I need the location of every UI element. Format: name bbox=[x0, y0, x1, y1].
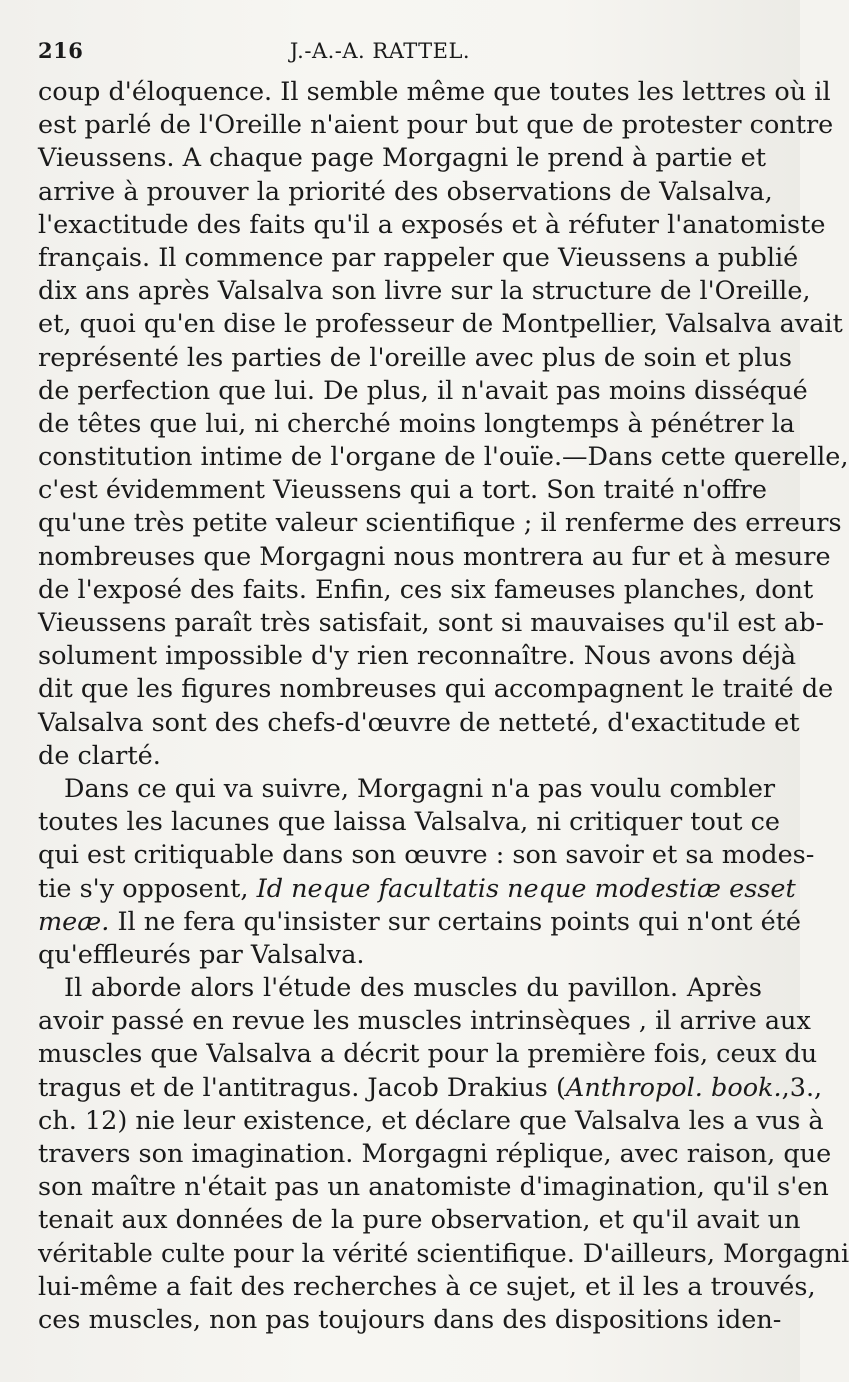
running-title: J.-A.-A. RATTEL. bbox=[289, 39, 471, 63]
text-fragment: tragus et de l'antitragus. Jacob Drakius ( bbox=[38, 1072, 566, 1103]
text-line: représenté les parties de l'oreille avec plus de soin et plus bbox=[38, 342, 793, 373]
text-fragment: ,3., bbox=[781, 1072, 823, 1103]
text-line: qu'effleurés par Valsalva. bbox=[38, 939, 365, 970]
text-line: dix ans après Valsalva son livre sur la structure de l'Oreille, bbox=[38, 276, 811, 307]
text-line: qui est critiquable dans son œuvre : son savoir et sa modes- bbox=[38, 840, 815, 871]
text-line: toutes les lacunes que laissa Valsalva, ni critiquer tout ce bbox=[38, 807, 780, 838]
text-line-mixed bbox=[38, 1072, 823, 1105]
text-line: Il aborde alors l'étude des muscles du pavillon. Après bbox=[64, 973, 762, 1004]
latin-quote-end: meæ. bbox=[38, 906, 110, 937]
text-line: Valsalva sont des chefs-d'œuvre de netteté, d'exactitude et bbox=[38, 707, 800, 738]
text-line: l'exactitude des faits qu'il a exposés et à réfuter l'anatomiste bbox=[38, 209, 826, 240]
text-line: solument impossible d'y rien reconnaître. Nous avons déjà bbox=[38, 641, 797, 672]
text-line: qu'une très petite valeur scientifique ; il renferme des erreurs bbox=[38, 508, 842, 539]
text-line: véritable culte pour la vérité scientifique. D'ailleurs, Morgagni bbox=[38, 1238, 849, 1269]
text-line: arrive à prouver la priorité des observations de Valsalva, bbox=[38, 176, 773, 207]
text-line-mixed bbox=[38, 906, 802, 939]
text-line: ces muscles, non pas toujours dans des dispositions iden- bbox=[38, 1304, 782, 1335]
text-line: de têtes que lui, ni cherché moins longtemps à pénétrer la bbox=[38, 408, 795, 439]
text-line: français. Il commence par rappeler que Vieussens a publié bbox=[38, 242, 799, 273]
text-line-mixed bbox=[38, 873, 796, 906]
text-line: muscles que Valsalva a décrit pour la première fois, ceux du bbox=[38, 1039, 818, 1070]
text-line: ch. 12) nie leur existence, et déclare que Valsalva les a vus à bbox=[38, 1105, 824, 1136]
text-line: dit que les figures nombreuses qui accompagnent le traité de bbox=[38, 674, 834, 705]
text-line: c'est évidemment Vieussens qui a tort. Son traité n'offre bbox=[38, 475, 767, 506]
citation-title: Anthropol. book. bbox=[565, 1072, 782, 1103]
text-line: lui-même a fait des recherches à ce sujet, et il les a trouvés, bbox=[38, 1271, 816, 1302]
text-fragment: tie s'y opposent, bbox=[38, 873, 249, 904]
running-head bbox=[38, 38, 762, 72]
text-line: tenait aux données de la pure observation, et qu'il avait un bbox=[38, 1205, 801, 1236]
latin-quote: Id neque facultatis neque modestiæ esset bbox=[256, 873, 796, 904]
text-line: de clarté. bbox=[38, 740, 161, 771]
text-line: Vieussens. A chaque page Morgagni le prend à partie et bbox=[38, 143, 766, 174]
text-line: travers son imagination. Morgagni réplique, avec raison, que bbox=[38, 1139, 832, 1169]
text-line: et, quoi qu'en dise le professeur de Montpellier, Valsalva avait bbox=[38, 309, 843, 340]
page-number: 216 bbox=[38, 38, 84, 63]
text-line: Dans ce qui va suivre, Morgagni n'a pas voulu combler bbox=[64, 773, 776, 804]
text-fragment: Il ne fera qu'insister sur certains points qui n'ont été bbox=[117, 906, 802, 937]
body-text bbox=[38, 76, 849, 1337]
text-line: constitution intime de l'organe de l'ouïe.—Dans cette querelle, bbox=[38, 442, 849, 473]
text-line: Vieussens paraît très satisfait, sont si mauvaises qu'il est ab- bbox=[38, 608, 825, 638]
text-line: son maître n'était pas un anatomiste d'imagination, qu'il s'en bbox=[38, 1172, 829, 1203]
text-line: nombreuses que Morgagni nous montrera au fur et à mesure bbox=[38, 541, 831, 572]
text-line: est parlé de l'Oreille n'aient pour but que de protester contre bbox=[38, 110, 834, 141]
text-line: de l'exposé des faits. Enfin, ces six fameuses planches, dont bbox=[38, 574, 814, 605]
text-line: de perfection que lui. De plus, il n'avait pas moins disséqué bbox=[38, 375, 808, 406]
text-line: coup d'éloquence. Il semble même que toutes les lettres où il bbox=[38, 77, 831, 107]
text-line: avoir passé en revue les muscles intrinsèques , il arrive aux bbox=[38, 1006, 811, 1037]
